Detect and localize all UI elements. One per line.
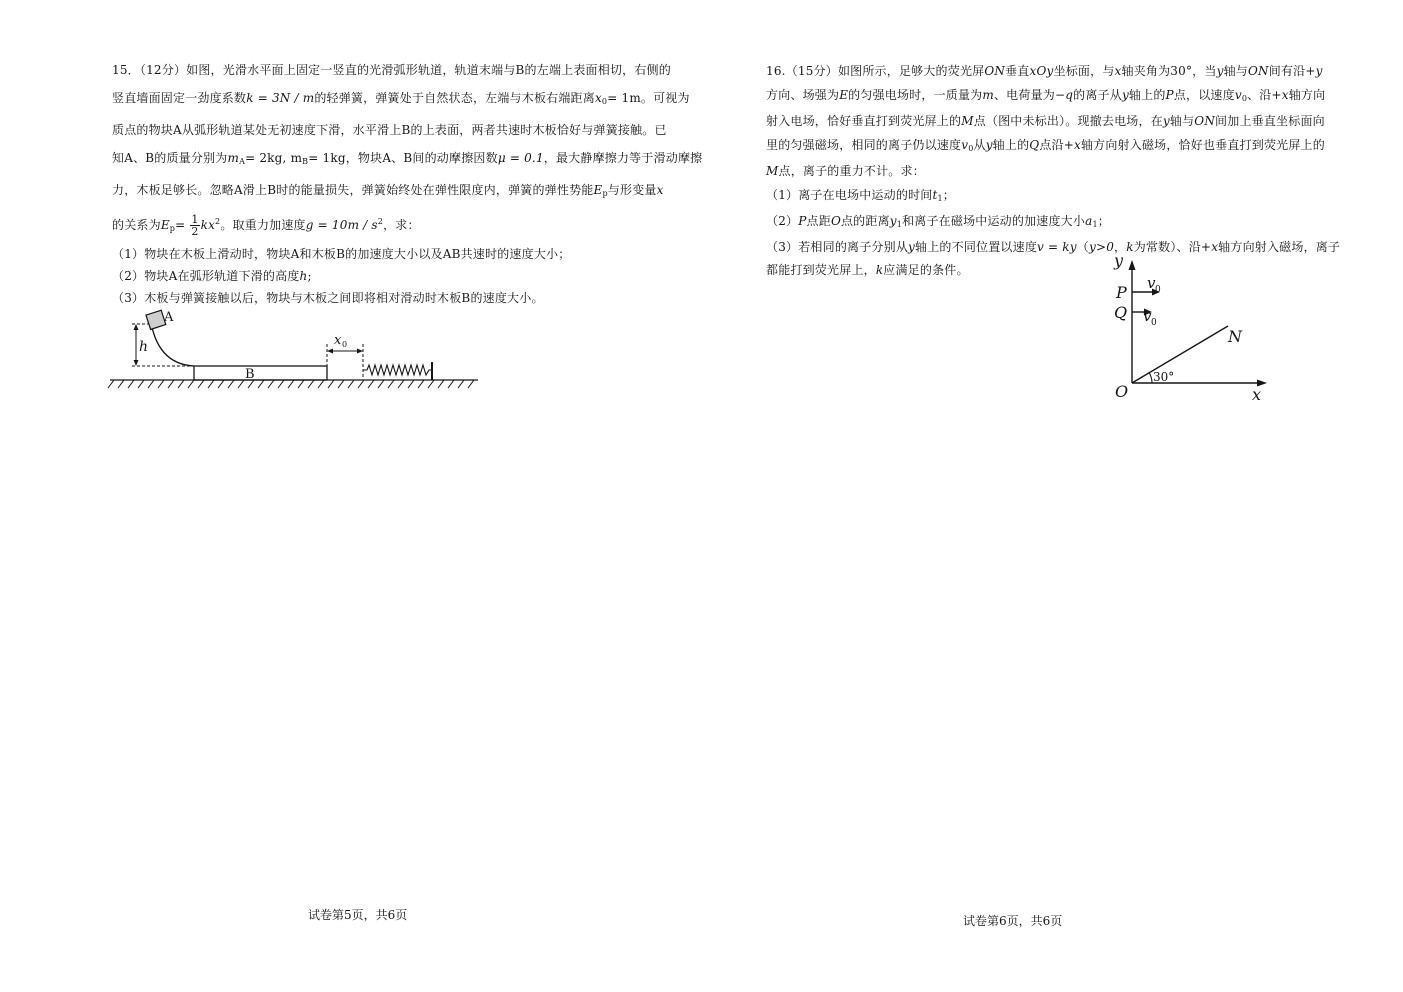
q16-sym: E: [839, 87, 849, 102]
q16-sym: y: [1216, 64, 1224, 78]
q16-q-text: 点距: [806, 213, 831, 228]
q15-text: ，最大静摩擦力等于滑动摩擦: [543, 151, 703, 165]
q15-text: ，物块A、B间的动摩擦因数: [345, 151, 498, 165]
q15-kx2: kx: [200, 218, 216, 232]
q16-q-text: 点的距离: [840, 213, 890, 228]
q16-sub: 0: [968, 143, 974, 153]
q15-text: 质点的物块A从弧形轨道某处无初速度下滑，水平滑上B的上表面，两者共速时木板恰好与弹簧接触。已: [112, 123, 667, 137]
q16-text: 点，离子的重力不计。求：: [778, 164, 925, 178]
q16-sym: ON: [984, 64, 1006, 78]
label-v0-p: v: [1147, 274, 1156, 292]
q16-q-text: 为常数）、沿+: [1133, 239, 1212, 254]
axis-label-y: y: [1114, 251, 1124, 270]
q16-text: 轴夹角为30°，当: [1121, 64, 1217, 78]
label-b: B: [245, 367, 255, 382]
q15-mu-expr: μ = 0.1: [497, 151, 544, 165]
q16-sym: y: [985, 137, 993, 152]
q16-q-text: （1）离子在电场中运动的时间: [766, 187, 933, 202]
q15-q1-text: （1）物块在木板上滑动时，物块A和木板B的加速度大小以及AB共速时的速度大小；: [112, 247, 571, 261]
q15-figure: [108, 306, 483, 390]
q16-line-2: [766, 84, 1326, 111]
q16-sym: q: [1065, 87, 1074, 102]
q16-text: 点，以速度: [1173, 87, 1235, 102]
q16-sub: 1: [1092, 219, 1098, 229]
q16-text: 16.（15分）如图所示，足够大的荧光屏: [766, 64, 985, 78]
q16-q-end: ；: [1097, 213, 1110, 228]
label-p: P: [1116, 283, 1127, 302]
q16-text: 轴上的: [1128, 87, 1166, 102]
q16-text: 的匀强电场时，一质量为: [848, 87, 983, 102]
q16-sym: a: [1085, 213, 1093, 228]
block-a: [146, 310, 166, 329]
q16-text: 、沿+: [1247, 87, 1282, 102]
q16-text: 轴方向: [1288, 87, 1326, 102]
q16-sym: xOy: [1029, 64, 1054, 78]
q15-half-fraction: [190, 214, 199, 237]
q15-mA-sub: A: [239, 157, 246, 166]
q16-sub: 1: [937, 193, 943, 203]
q16-q-text: 轴方向射入磁场，离子: [1218, 239, 1341, 254]
q16-figure: [1110, 250, 1275, 405]
q16-text: 间加上垂直坐标面向: [1215, 114, 1325, 128]
q16-sym: O: [830, 213, 841, 228]
label-v0-q: v: [1143, 307, 1152, 325]
q16-q-end: ；: [942, 187, 955, 202]
q15-sq: 2: [215, 217, 221, 226]
q15-line-3: [112, 116, 667, 144]
q16-text: 从: [973, 137, 986, 152]
q15-line-2: [112, 84, 690, 116]
y-axis-arrow: [1129, 260, 1136, 270]
q16-sub: 1: [896, 219, 903, 229]
q16-sub: 0: [1241, 93, 1248, 103]
q16-sym: x: [1114, 64, 1122, 78]
q16-q-text: ，: [1114, 239, 1127, 254]
q16-q-text: 轴上的不同位置以速度: [915, 239, 1038, 254]
q15-q3-text: （3）木板与弹簧接触以后，物块与木板之间即将相对滑动时木板B的速度大小。: [112, 291, 544, 305]
q16-sym: x: [1211, 239, 1219, 254]
q16-text: 射入电场，恰好垂直打到荧光屏上的: [766, 114, 962, 128]
label-x0: x: [334, 333, 342, 348]
q15-text: 与形变量: [607, 183, 657, 197]
q15-masses: = 2kg, m: [245, 151, 303, 165]
q15-g-sq: 2: [377, 217, 384, 226]
q16-sym: x: [1073, 137, 1081, 152]
q16-sym: k: [875, 262, 884, 277]
axis-label-x: x: [1252, 385, 1262, 404]
q15-line-5: [112, 176, 664, 208]
q15-mB-val: = 1kg: [308, 151, 346, 165]
q15-q2-end: ;: [307, 269, 312, 283]
label-n: N: [1228, 327, 1242, 346]
q16-sym: v: [961, 137, 969, 152]
q15-mA-symbol: m: [227, 151, 240, 165]
q15-Ep2-symbol: E: [160, 218, 170, 232]
q16-sym: y: [889, 213, 897, 228]
q16-sym: y: [1121, 87, 1129, 102]
label-q: Q: [1114, 303, 1128, 322]
q16-sym: k: [1126, 239, 1134, 254]
label-v0-q-sub: 0: [1151, 318, 1157, 328]
q16-sym: y: [1162, 114, 1170, 128]
q16-text: 轴上的: [992, 137, 1030, 152]
q15-text: 的轻弹簧，弹簧处于自然状态，左端与木板右端距离: [314, 91, 595, 105]
q15-line-6: [112, 208, 657, 243]
q16-q-text: （2）: [766, 213, 799, 228]
q15-k-expr: k = 3N / m: [246, 91, 315, 105]
q16-line-3: [766, 110, 1325, 134]
q15-x0-expr: = 1m: [607, 91, 641, 105]
q16-text: 里的匀强磁场，相同的离子仍以速度: [766, 137, 962, 152]
q15-g-expr: g = 10m / s: [305, 218, 378, 232]
q15-x-symbol: x: [656, 183, 664, 197]
q15-Ep-sub: p: [602, 189, 608, 198]
q16-line-4: [766, 134, 1325, 161]
q16-text: 方向、场强为: [766, 87, 840, 102]
q16-sym: Q: [1029, 137, 1040, 152]
q15-line-4: [112, 144, 703, 176]
q15-text: 。可视为: [640, 91, 690, 105]
q15-question-1: [112, 243, 657, 265]
label-angle: 30°: [1153, 370, 1175, 384]
q15-text: 竖直墙面固定一劲度系数: [112, 91, 247, 105]
label-a: A: [164, 310, 174, 325]
q15-mB-sub: B: [302, 157, 309, 166]
q16-q-text: （: [1076, 239, 1089, 254]
q16-q-text: 和离子在磁场中运动的加速度大小: [902, 213, 1086, 228]
q16-sym: m: [982, 87, 994, 102]
q16-sym: M: [766, 164, 779, 178]
q15-line-1: [112, 56, 671, 84]
q15-h-symbol: h: [299, 269, 308, 283]
q16-sym: P: [1165, 87, 1174, 102]
q16-text: 间有沿+: [1268, 64, 1316, 78]
q15-text: 15．（12分）如图，光滑水平面上固定一竖直的光滑弧形轨道，轨道末端与B的左端上表面相切，右侧的: [112, 63, 671, 77]
q16-text: 点（图中未标出）。现撤去电场，在: [973, 114, 1163, 128]
q15-x0-symbol: x: [594, 91, 602, 105]
q16-question-1: [766, 184, 1296, 210]
q16-sym: ON: [1194, 114, 1216, 128]
page-footer-right: 试卷第6页，共6页: [963, 914, 1063, 928]
angle-arc: [1149, 373, 1152, 383]
ground-hatching: [108, 380, 474, 388]
q16-sym: t: [932, 187, 938, 202]
problem-16: [766, 60, 1341, 282]
q16-sym: x: [1281, 87, 1289, 102]
q16-text: 垂直: [1005, 64, 1030, 78]
q15-question-2: [112, 265, 657, 287]
screen-on: [1132, 326, 1228, 383]
label-x0-sub: 0: [342, 340, 348, 349]
q15-eq: =: [175, 218, 190, 232]
q16-sym: M: [961, 114, 974, 128]
problem-15: [112, 56, 703, 309]
page-footer-left: 试卷第5页，共6页: [308, 908, 408, 922]
q16-q-text: 都能打到荧光屏上，: [766, 262, 876, 277]
q16-q-text: 应满足的条件。: [883, 262, 969, 277]
q16-sym: y>0: [1088, 239, 1115, 254]
q16-text: 点沿+: [1039, 137, 1074, 152]
q16-q-text: （3）若相同的离子分别从: [766, 239, 909, 254]
q15-text: ，求：: [383, 218, 420, 232]
q15-text: 。取重力加速度: [220, 218, 306, 232]
q15-frac-num: 1: [191, 213, 199, 226]
q15-text: 的关系为: [112, 218, 161, 232]
q16-text: 的离子从: [1073, 87, 1122, 102]
q16-sym: ON: [1247, 64, 1269, 78]
label-h: h: [139, 339, 149, 355]
q15-Ep2-sub: p: [169, 224, 176, 233]
q16-line-1: [766, 60, 1323, 84]
q16-sym: v = ky: [1037, 239, 1077, 254]
q15-q2-text: （2）物块A在弧形轨道下滑的高度: [112, 269, 300, 283]
q15-Ep-symbol: E: [593, 183, 603, 197]
q16-sym: v: [1234, 87, 1242, 102]
q15-text: 力，木板足够长。忽略A滑上B时的能量损失，弹簧始终处在弹性限度内，弹簧的弹性势能: [112, 183, 594, 197]
spring: [363, 365, 432, 375]
q15-x0-sub: 0: [601, 97, 608, 106]
label-o: O: [1115, 382, 1129, 401]
q16-text: 轴与: [1223, 64, 1248, 78]
q16-sym: P: [798, 213, 807, 228]
label-v0-p-sub: 0: [1155, 285, 1161, 295]
q16-sym: y: [908, 239, 916, 254]
q16-line-5: [766, 160, 1296, 184]
q16-question-2: [766, 210, 1296, 236]
q16-sym: y: [1315, 64, 1323, 78]
board-b: [194, 366, 327, 380]
q15-frac-den: 2: [191, 225, 199, 238]
q16-text: 轴方向射入磁场，恰好也垂直打到荧光屏上的: [1080, 137, 1325, 152]
page-right: [700, 0, 1403, 992]
q15-text: 知A、B的质量分别为: [112, 151, 228, 165]
q16-text: 轴与: [1169, 114, 1195, 128]
q16-text: 坐标面，与: [1053, 64, 1115, 78]
q16-text: 、电荷量为−: [993, 87, 1066, 102]
